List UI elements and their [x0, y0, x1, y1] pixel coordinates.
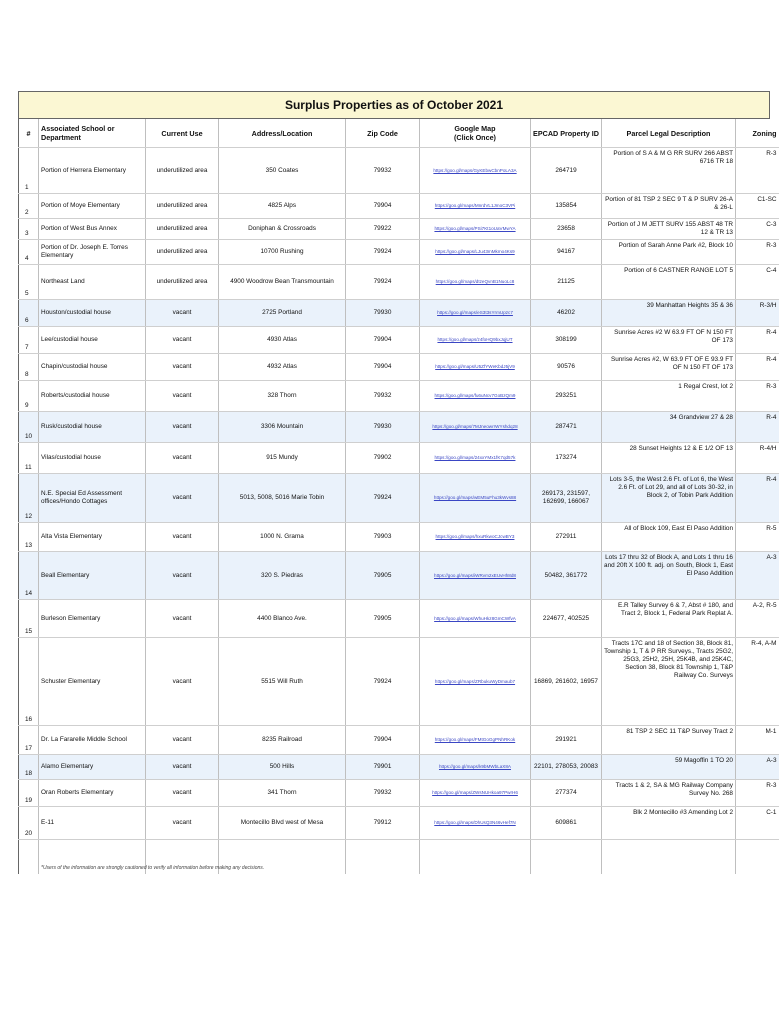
legal-description: 59 Magoffin 1 TO 20	[602, 755, 736, 780]
sheet-title: Surplus Properties as of October 2021	[18, 91, 770, 119]
zip-code: 79930	[346, 300, 420, 327]
school-name: E-11	[39, 807, 146, 840]
row-number: 17	[19, 726, 39, 755]
legal-description: 28 Sunset Heights 12 & E 1/2 OF 13	[602, 443, 736, 474]
table-row	[19, 443, 779, 474]
zoning: A-3	[736, 755, 779, 780]
epcad-id: 94167	[531, 240, 602, 265]
col-header-zoning: Zoning	[736, 119, 779, 148]
zip-code: 79922	[346, 219, 420, 240]
school-name: Vilas/custodial house	[39, 443, 146, 474]
address: 4900 Woodrow Bean Transmountain	[219, 265, 346, 300]
zip-code: 79904	[346, 327, 420, 354]
epcad-id: 291921	[531, 726, 602, 755]
zoning: M-1	[736, 726, 779, 755]
zip-code: 79903	[346, 523, 420, 552]
map-link[interactable]: https://goo.gl/maps/wEM5uFhu3kWvs88	[420, 474, 531, 523]
current-use: vacant	[146, 755, 219, 780]
table-row	[19, 726, 779, 755]
zoning: C-1	[736, 807, 779, 840]
table-row	[19, 327, 779, 354]
zoning: R-3	[736, 240, 779, 265]
zoning: C-3	[736, 219, 779, 240]
map-link[interactable]: https://goo.gl/maps/dtzeQvnB1NuoLc8	[420, 265, 531, 300]
map-link[interactable]: https://goo.gl/maps/hxuRkwoCJcwBY3	[420, 523, 531, 552]
current-use: vacant	[146, 807, 219, 840]
epcad-id: 277374	[531, 780, 602, 807]
table-row	[19, 194, 779, 219]
zip-code: 79901	[346, 755, 420, 780]
table-row	[19, 148, 779, 194]
zip-code: 79924	[346, 265, 420, 300]
map-link[interactable]: https://goo.gl/maps/ZRbukuWyDmaub7	[420, 638, 531, 726]
row-number: 10	[19, 412, 39, 443]
row-number: 4	[19, 240, 39, 265]
address: 320 S. Piedras	[219, 552, 346, 600]
col-header-num: #	[19, 119, 39, 148]
current-use: vacant	[146, 600, 219, 638]
table-row	[19, 600, 779, 638]
empty-cell	[531, 840, 602, 874]
address: 5515 Will Ruth	[219, 638, 346, 726]
map-link[interactable]: https://goo.gl/maps/7MJneowrrWYshdq28	[420, 412, 531, 443]
table-row	[19, 265, 779, 300]
table-row	[19, 780, 779, 807]
epcad-id: 308199	[531, 327, 602, 354]
zoning: C1-SC	[736, 194, 779, 219]
col-header-epcad: EPCAD Property ID	[531, 119, 602, 148]
school-name: Beall Elementary	[39, 552, 146, 600]
row-number: 20	[19, 807, 39, 840]
current-use: underutilized area	[146, 194, 219, 219]
zip-code: 79904	[346, 726, 420, 755]
table-row	[19, 474, 779, 523]
school-name: Burleson Elementary	[39, 600, 146, 638]
row-number: 1	[19, 148, 39, 194]
map-link[interactable]: https://goo.gl/maps/WhuHkz8GmCWfvA	[420, 600, 531, 638]
zip-code: 79905	[346, 600, 420, 638]
row-number: 19	[19, 780, 39, 807]
zip-code: 79932	[346, 148, 420, 194]
school-name: Lee/custodial house	[39, 327, 146, 354]
row-number: 15	[19, 600, 39, 638]
legal-description: 34 Grandview 27 & 28	[602, 412, 736, 443]
legal-description: Tracts 1 & 2, SA & MG Railway Company Survey No. 268	[602, 780, 736, 807]
empty-cell	[420, 840, 531, 874]
zip-code: 79924	[346, 638, 420, 726]
col-header-school: Associated School or Department	[39, 119, 146, 148]
epcad-id: 23658	[531, 219, 602, 240]
school-name: Chapin/custodial house	[39, 354, 146, 381]
zoning: R-4	[736, 412, 779, 443]
row-number: 11	[19, 443, 39, 474]
map-link[interactable]: https://goo.gl/maps/GyKEbwCbnPoLA3A	[420, 148, 531, 194]
footer-row	[19, 840, 779, 874]
address: 2725 Portland	[219, 300, 346, 327]
row-number: 18	[19, 755, 39, 780]
address: 5013, 5008, 5016 Marie Tobin	[219, 474, 346, 523]
address: 1000 N. Grama	[219, 523, 346, 552]
current-use: vacant	[146, 780, 219, 807]
epcad-id: 224677, 402525	[531, 600, 602, 638]
zoning: R-4, A-M	[736, 638, 779, 726]
legal-description: Tracts 17C and 18 of Section 38, Block 81, Township 1, T & P RR Surveys., Tracts 25G2, 25G3, 25H2, 25H, 25K4B, and 25K4C, Section 38, Block 81 Township 1, T&P Railway Co. Surveys	[602, 638, 736, 726]
row-number: 8	[19, 354, 39, 381]
map-link[interactable]: https://goo.gl/maps/MnrdVL1JmoC3VPi	[420, 194, 531, 219]
current-use: vacant	[146, 354, 219, 381]
header-row	[19, 119, 779, 148]
address: 4400 Blanco Ave.	[219, 600, 346, 638]
table-row	[19, 755, 779, 780]
current-use: vacant	[146, 300, 219, 327]
row-number: 13	[19, 523, 39, 552]
address: 350 Coates	[219, 148, 346, 194]
legal-description: 1 Regal Crest, lot 2	[602, 381, 736, 412]
empty-cell	[602, 840, 736, 874]
zip-code: 79904	[346, 354, 420, 381]
empty-cell	[736, 840, 779, 874]
map-link[interactable]: https://goo.gl/maps/U5ZfYWeKbdJ5jV9	[420, 354, 531, 381]
epcad-id: 272911	[531, 523, 602, 552]
epcad-id: 90576	[531, 354, 602, 381]
current-use: vacant	[146, 327, 219, 354]
epcad-id: 21125	[531, 265, 602, 300]
zoning: R-4	[736, 354, 779, 381]
school-name: Alamo Elementary	[39, 755, 146, 780]
school-name: Portion of West Bus Annex	[39, 219, 146, 240]
table-row	[19, 381, 779, 412]
school-name: Roberts/custodial house	[39, 381, 146, 412]
current-use: underutilized area	[146, 148, 219, 194]
row-number: 9	[19, 381, 39, 412]
address: 4930 Atlas	[219, 327, 346, 354]
map-link[interactable]: https://goo.gl/maps/LJu43mMkmo4Ks9	[420, 240, 531, 265]
current-use: vacant	[146, 552, 219, 600]
legal-description: Portion of S A & M G RR SURV 266 ABST 6716 TR 18	[602, 148, 736, 194]
epcad-id: 269173, 231597, 162699, 166067	[531, 474, 602, 523]
zoning: A-2, R-5	[736, 600, 779, 638]
row-number: 5	[19, 265, 39, 300]
legal-description: Blk 2 Montecillo #3 Amending Lot 2	[602, 807, 736, 840]
zip-code: 79902	[346, 443, 420, 474]
school-name: Rusk/custodial house	[39, 412, 146, 443]
address: 8235 Railroad	[219, 726, 346, 755]
epcad-id: 50482, 361772	[531, 552, 602, 600]
school-name: Schuster Elementary	[39, 638, 146, 726]
epcad-id: 46202	[531, 300, 602, 327]
row-number: 3	[19, 219, 39, 240]
table-row	[19, 552, 779, 600]
map-link[interactable]: https://goo.gl/maps/PSi7Kt1oUaVMwYA	[420, 219, 531, 240]
epcad-id: 293251	[531, 381, 602, 412]
col-header-use: Current Use	[146, 119, 219, 148]
col-header-address: Address/Location	[219, 119, 346, 148]
map-link[interactable]: https://goo.gl/maps/fu6uNcv7GoBzQm9	[420, 381, 531, 412]
legal-description: Portion of J M JETT SURV 155 ABST 48 TR 12 & TR 13	[602, 219, 736, 240]
row-number: 2	[19, 194, 39, 219]
epcad-id: 135854	[531, 194, 602, 219]
zip-code: 79904	[346, 194, 420, 219]
zoning: R-4	[736, 474, 779, 523]
school-name: Portion of Herrera Elementary	[39, 148, 146, 194]
col-header-zip: Zip Code	[346, 119, 420, 148]
address: 915 Mundy	[219, 443, 346, 474]
zoning: C-4	[736, 265, 779, 300]
address: 328 Thorn	[219, 381, 346, 412]
row-number: 14	[19, 552, 39, 600]
current-use: vacant	[146, 726, 219, 755]
legal-description: Lots 17 thru 32 of Block A, and Lots 1 thru 16 and 20ft X 100 ft. adj. on South, Block 1, East El Paso Addition	[602, 552, 736, 600]
map-link[interactable]: https://goo.gl/maps/24xxYMx1fK7qd57k	[420, 443, 531, 474]
address: 10700 Rushing	[219, 240, 346, 265]
row-number: 16	[19, 638, 39, 726]
epcad-id: 173274	[531, 443, 602, 474]
map-link[interactable]: https://goo.gl/maps/FMtGoGgPNhRKok	[420, 726, 531, 755]
zoning: R-3	[736, 148, 779, 194]
epcad-id: 609861	[531, 807, 602, 840]
current-use: vacant	[146, 381, 219, 412]
school-name: Portion of Moye Elementary	[39, 194, 146, 219]
legal-description: Portion of 81 TSP 2 SEC 9 T & P SURV 26-A & 26-L	[602, 194, 736, 219]
zoning: R-5	[736, 523, 779, 552]
row-number: 6	[19, 300, 39, 327]
school-name: Northeast Land	[39, 265, 146, 300]
table-row	[19, 412, 779, 443]
epcad-id: 22101, 278053, 20083	[531, 755, 602, 780]
legal-description: Portion of 6 CASTNER RANGE LOT 5	[602, 265, 736, 300]
zip-code: 79932	[346, 780, 420, 807]
address: 341 Thorn	[219, 780, 346, 807]
zoning: R-3/H	[736, 300, 779, 327]
row-number: 7	[19, 327, 39, 354]
legal-description: Sunrise Acres #2, W 63.9 FT OF E 93.9 FT OF N 150 FT OF 173	[602, 354, 736, 381]
school-name: Dr. La Fararelle Middle School	[39, 726, 146, 755]
table-row	[19, 300, 779, 327]
address: 3306 Mountain	[219, 412, 346, 443]
epcad-id: 16869, 261602, 16957	[531, 638, 602, 726]
zip-code: 79905	[346, 552, 420, 600]
map-link[interactable]: https://goo.gl/maps/z4foHQ9bxJqjUT	[420, 327, 531, 354]
zoning: R-4/H	[736, 443, 779, 474]
zoning: R-4	[736, 327, 779, 354]
current-use: vacant	[146, 474, 219, 523]
zip-code: 79924	[346, 240, 420, 265]
table-row	[19, 638, 779, 726]
current-use: vacant	[146, 443, 219, 474]
legal-description: E.R Talley Survey 6 & 7, Abst # 180, and Tract 2, Block 1, Federal Park Replat A.	[602, 600, 736, 638]
col-header-legal: Parcel Legal Description	[602, 119, 736, 148]
map-link[interactable]: https://goo.gl/maps/iWRvm2xEUvHh8d8	[420, 552, 531, 600]
map-link[interactable]: https://goo.gl/maps/DhUsQ3N46vHef7N	[420, 807, 531, 840]
table-row	[19, 523, 779, 552]
current-use: vacant	[146, 523, 219, 552]
address: 500 Hills	[219, 755, 346, 780]
zip-code: 79932	[346, 381, 420, 412]
current-use: underutilized area	[146, 240, 219, 265]
school-name: Portion of Dr. Joseph E. Torres Elementary	[39, 240, 146, 265]
school-name: N.E. Special Ed Assessment offices/Hondo Cottages	[39, 474, 146, 523]
zip-code: 79912	[346, 807, 420, 840]
current-use: vacant	[146, 638, 219, 726]
address: Montecillo Blvd west of Mesa	[219, 807, 346, 840]
current-use: underutilized area	[146, 265, 219, 300]
legal-description: 39 Manhattan Heights 35 & 36	[602, 300, 736, 327]
school-name: Oran Roberts Elementary	[39, 780, 146, 807]
epcad-id: 264719	[531, 148, 602, 194]
address: Doniphan & Crossroads	[219, 219, 346, 240]
address: 4932 Atlas	[219, 354, 346, 381]
spreadsheet	[18, 91, 777, 877]
legal-description: Lots 3-5, the West 2.6 Ft. of Lot 6, the West 2.6 Ft. of Lot 29, and all of Lots 30-32, in Block 2, of Tobin Park Addition	[602, 474, 736, 523]
address: 4825 Alps	[219, 194, 346, 219]
epcad-id: 287471	[531, 412, 602, 443]
surplus-properties-table	[18, 119, 779, 874]
table-row	[19, 354, 779, 381]
school-name: Houston/custodial house	[39, 300, 146, 327]
current-use: vacant	[146, 412, 219, 443]
map-link[interactable]: https://goo.gl/maps/ZWsNUHkoa97PwrH6	[420, 780, 531, 807]
zoning: A-3	[736, 552, 779, 600]
map-link[interactable]: https://goo.gl/maps/eS3t3sYrmUpzc7	[420, 300, 531, 327]
school-name: Alta Vista Elementary	[39, 523, 146, 552]
empty-cell	[19, 840, 39, 874]
zip-code: 79930	[346, 412, 420, 443]
disclaimer: *Users of the information are strongly cautioned to verify all information before making any decisions.	[39, 840, 146, 874]
col-header-map: Google Map (Click Once)	[420, 119, 531, 148]
current-use: underutilized area	[146, 219, 219, 240]
legal-description: All of Block 109, East El Paso Addition	[602, 523, 736, 552]
map-link[interactable]: https://goo.gl/maps/k9bMWbLaX8A	[420, 755, 531, 780]
legal-description: 81 TSP 2 SEC 11 T&P Survey Tract 2	[602, 726, 736, 755]
table-row	[19, 240, 779, 265]
zoning: R-3	[736, 780, 779, 807]
legal-description: Sunrise Acres #2 W 63.9 FT OF N 150 FT OF 173	[602, 327, 736, 354]
legal-description: Portion of Sarah Anne Park #2, Block 10	[602, 240, 736, 265]
zip-code: 79924	[346, 474, 420, 523]
row-number: 12	[19, 474, 39, 523]
table-row	[19, 219, 779, 240]
table-row	[19, 807, 779, 840]
empty-cell	[346, 840, 420, 874]
zoning: R-3	[736, 381, 779, 412]
